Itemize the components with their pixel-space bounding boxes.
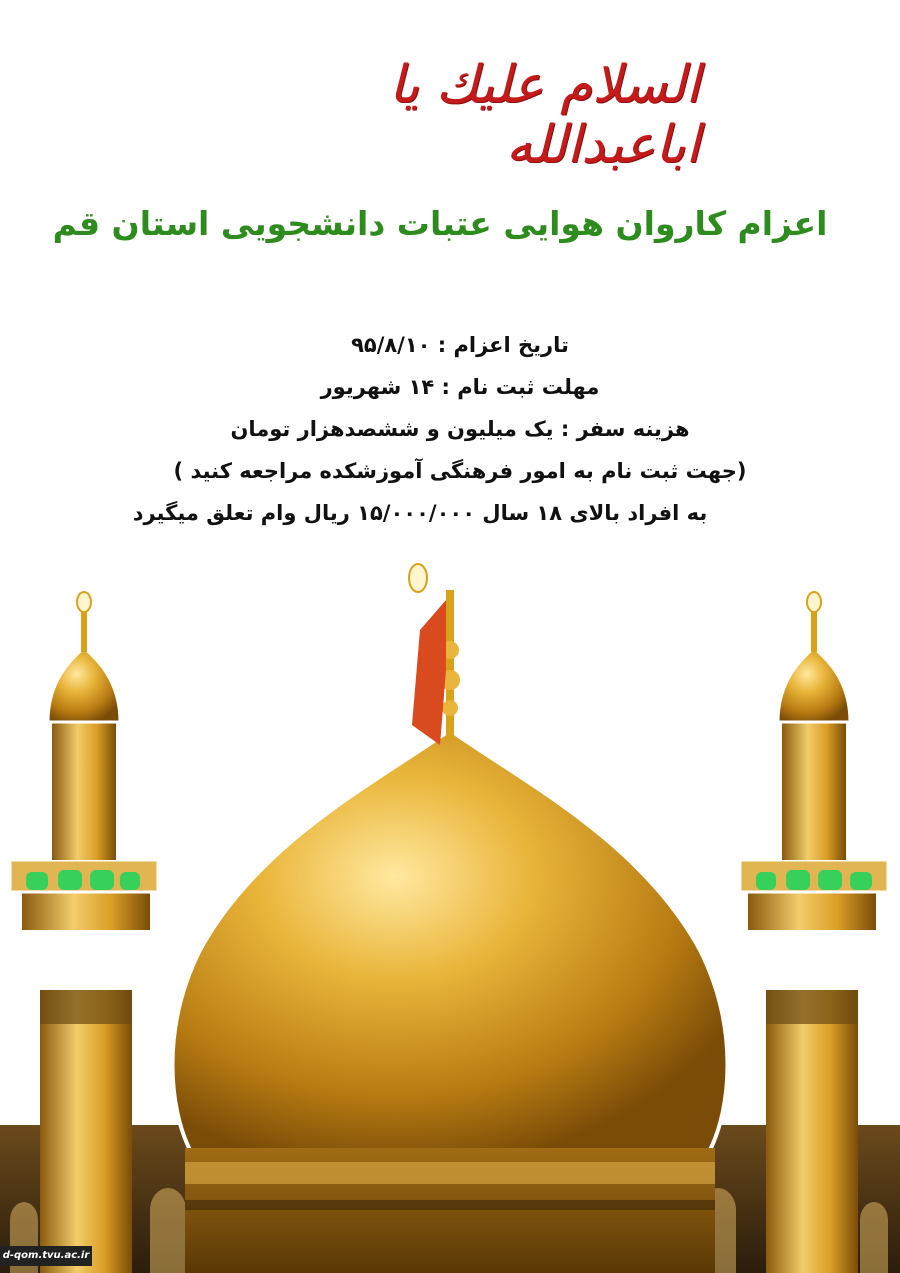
calligraphy-salutation: السلام عليك يا اباعبدالله [388, 55, 700, 175]
registration-note: (جهت ثبت نام به امور فرهنگی آموزشکده مراجعه کنید ) [173, 459, 747, 483]
poster-title: اعزام کاروان هوایی عتبات دانشجویی استان قم [52, 204, 828, 243]
shrine-illustration [0, 550, 900, 1273]
departure-date: تاریخ اعزام : ۹۵/۸/۱۰ [351, 333, 569, 357]
golden-dome [173, 730, 728, 1273]
trip-details [80, 324, 840, 534]
loan-info: به افراد بالای ۱۸ سال ۱۵/۰۰۰/۰۰۰ ریال وام تعلق میگیرد [132, 501, 708, 525]
website-tag: d-qom.tvu.ac.ir [0, 1246, 92, 1266]
trip-cost: هزینه سفر : یک میلیون و ششصدهزار تومان [230, 417, 690, 441]
registration-deadline: مهلت ثبت نام : ۱۴ شهریور [320, 375, 600, 399]
dome-finial-flag [409, 564, 460, 745]
